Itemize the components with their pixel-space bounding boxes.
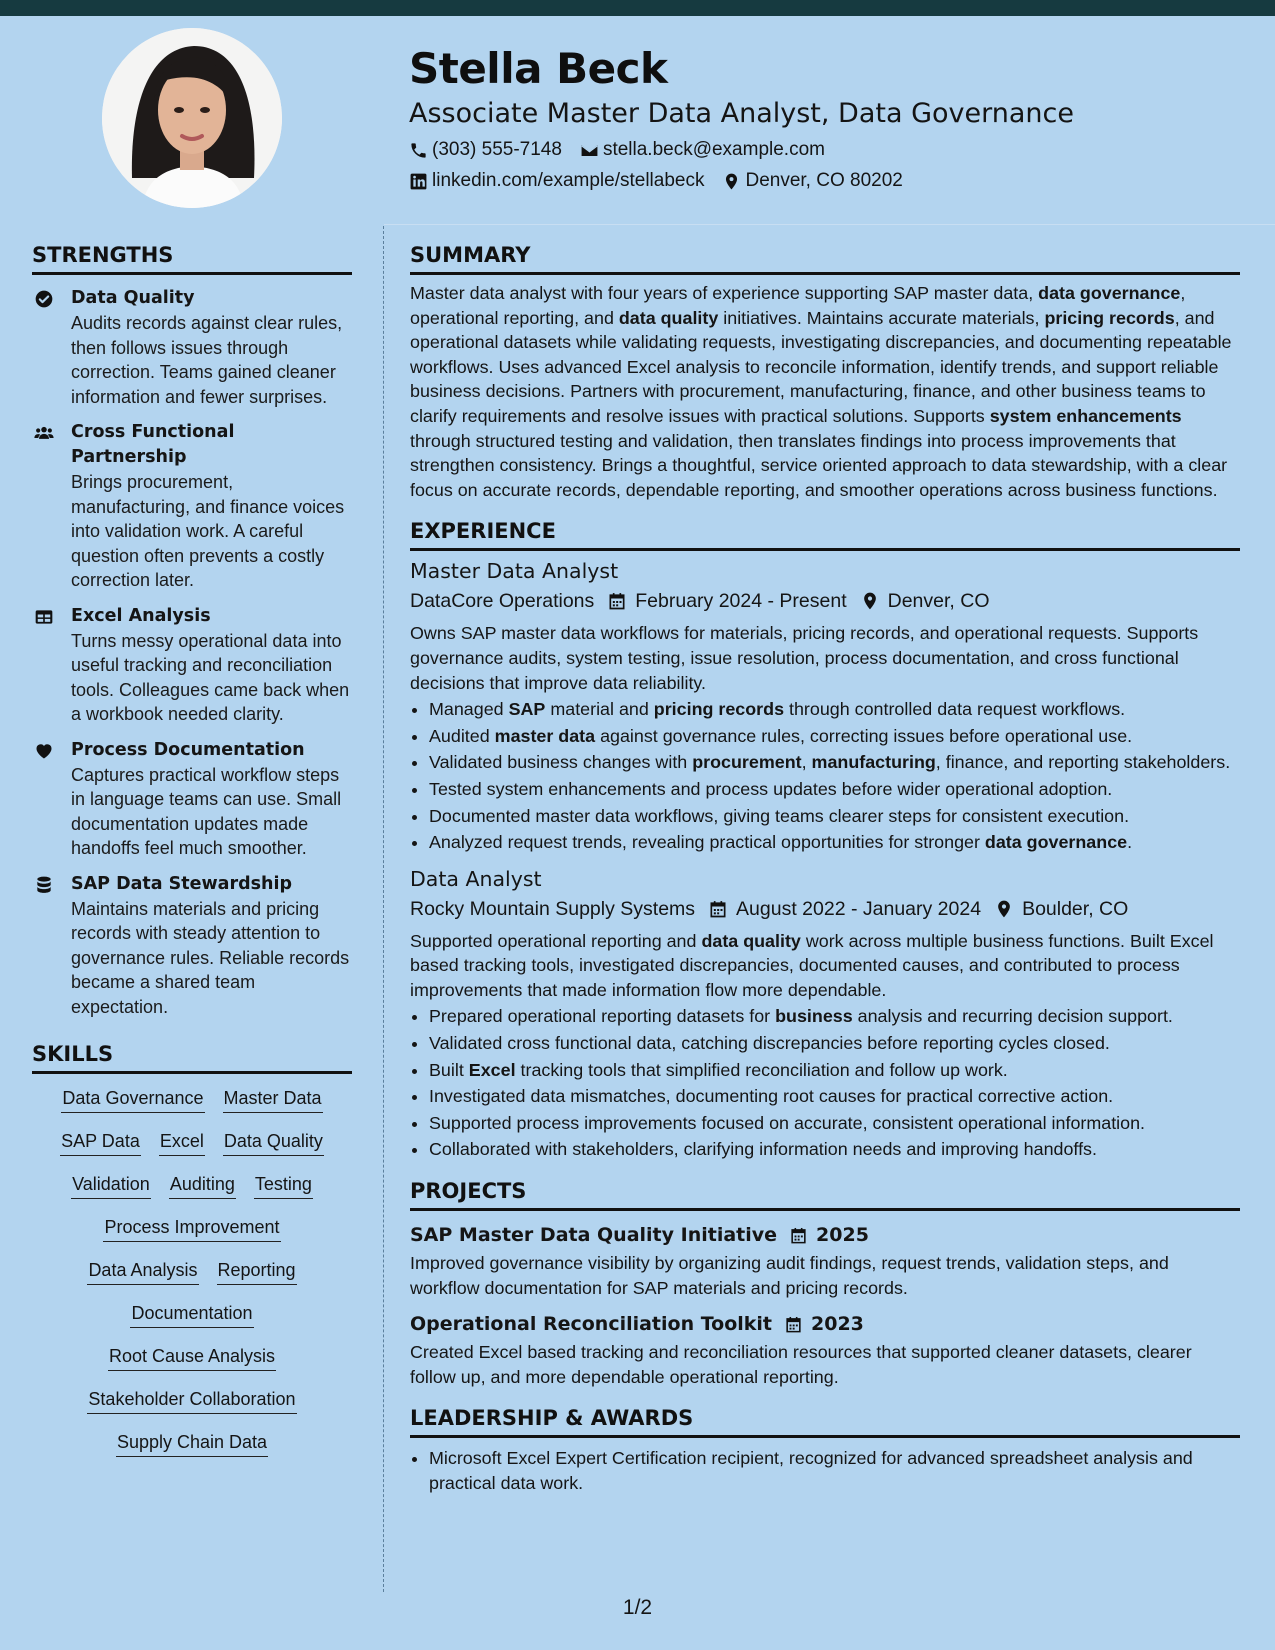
job-entry [410,865,1240,1162]
company-name: DataCore Operations [410,590,595,613]
project-description: Created Excel based tracking and reconciliation resources that supported cleaner datasets, clearer follow up, and more dependable operational reporting. [410,1342,1192,1387]
job-title: Master Data Analyst [410,559,619,584]
job-dates: August 2022 - January 2024 [736,897,982,920]
phone-text: (303) 555-7148 [432,139,562,160]
map-pin-icon [994,899,1014,919]
bullet-item: • Analyzed request trends, revealing practical opportunities for stronger data governance. [429,830,1240,855]
project-entry [410,1310,1240,1389]
right-column [410,240,1240,1498]
skill-row [32,1215,352,1242]
strength-title: Excel Analysis [71,605,211,626]
strength-title: Data Quality [71,288,195,308]
linkedin-contact[interactable] [409,168,704,194]
bullet-item: • Documented master data workflows, giving teams clearer steps for consistent execution. [429,804,1240,829]
strength-desc: Captures practical workflow steps in language teams can use. Small documentation updates made handoffs feel much smoother. [71,764,342,858]
bullet-item: • Managed SAP material and pricing records through controlled data request workflows. [429,697,1240,722]
bullet-item: • Supported process improvements focused on accurate, consistent operational information. [429,1111,1240,1136]
strength-desc: Maintains materials and pricing records with steady attention to governance rules. Reliable records became a shared team expectation. [71,898,350,1017]
map-pin-icon [722,172,741,191]
bullet-item: • Validated business changes with procurement, manufacturing, finance, and reporting stakeholders. [429,750,1240,775]
bullet-item: • Investigated data mismatches, documenting root causes for practical corrective action. [429,1084,1240,1109]
project-description: Improved governance visibility by organizing audit findings, request trends, validation steps, and workflow documentation for SAP materials and pricing records. [410,1253,1169,1298]
database-icon [34,875,54,895]
strength-item [32,420,352,593]
strength-title: SAP Data Stewardship [71,873,293,894]
skill-tag: Data Governance [61,1086,204,1113]
job-bullets [410,697,1240,855]
summary-text: Master data analyst with four years of experience supporting SAP master data, data governance, operational reporting, and data quality initiatives. Maintains accurate materials, pricing records, and operational datasets while validating requests, investigating discrepancies, and documenting repeatable workflows. Uses advanced Excel analysis to reconcile information, identify trends, and support reliable business decisions. Partners with procurement, manufacturing, finance, and other business teams to clarify requirements and resolve issues with practical solutions. Supports system enhancements through structured testing and validation, then translates findings into process improvements that strengthen consistency. Brings a thoughtful, service oriented approach to data stewardship, with a clear focus on accurate records, dependable reporting, and smoother operations across business functions. [410,283,1232,500]
project-title: SAP Master Data Quality Initiative [410,1224,778,1247]
bullet-item: • Tested system enhancements and process updates before wider operational adoption. [429,777,1240,802]
skills-list [32,1086,352,1457]
envelope-icon [580,141,599,160]
linkedin-text[interactable]: linkedin.com/example/stellabeck [432,170,705,191]
page-number: 1/2 [622,1596,653,1619]
strength-desc: Brings procurement, manufacturing, and finance voices into validation work. A careful question often prevents a costly correction later. [71,472,345,590]
skill-tag: Master Data [223,1086,323,1113]
job-location: Boulder, CO [1022,897,1129,920]
bullet-item: • Microsoft Excel Expert Certification recipient, recognized for advanced spreadsheet analysis and practical data work. [429,1446,1240,1495]
project-title-row [410,1310,1240,1338]
job-location: Denver, CO [887,590,990,613]
skill-row [32,1172,352,1199]
job-meta [410,895,1240,923]
strength-desc: Audits records against clear rules, then follows issues through correction. Teams gained cleaner information and fewer surprises. [71,313,343,407]
skill-tag: Documentation [130,1301,253,1328]
bullet-item: • Validated cross functional data, catching discrepancies before reporting cycles closed. [429,1031,1240,1056]
phone-icon [409,141,428,160]
job-description: Owns SAP master data workflows for materials, pricing records, and operational requests. Supports governance audits, system testing, issue resolution, process documentation, and cross functional decisions that improve data reliability. [410,623,1199,693]
strength-item [32,872,352,1020]
projects-heading: PROJECTS [410,1176,1240,1211]
skill-row [32,1301,352,1328]
bullet-item: • Collaborated with stakeholders, clarifying information needs and improving handoffs. [429,1137,1240,1162]
experience-heading: EXPERIENCE [410,516,1240,551]
skill-tag: SAP Data [60,1129,141,1156]
skill-tag: Validation [71,1172,151,1199]
leadership-bullets [410,1446,1240,1495]
calendar-icon [607,591,627,611]
email-text[interactable]: stella.beck@example.com [602,139,825,160]
strength-desc: Turns messy operational data into useful tracking and reconciliation tools. Colleagues came back when a workbook needed clarity. [71,630,350,724]
heart-icon [34,741,54,761]
skill-tag: Process Improvement [103,1215,280,1242]
strength-item [32,604,352,727]
project-entry [410,1221,1240,1300]
contact-row-1 [409,137,1249,163]
job-bullets [410,1004,1240,1162]
left-column [32,240,352,1473]
skill-row [32,1258,352,1285]
skill-tag: Stakeholder Collaboration [87,1387,296,1414]
candidate-title: Associate Master Data Analyst, Data Governance [409,98,1074,129]
job-meta [410,587,1240,615]
leadership-heading: LEADERSHIP & AWARDS [410,1403,1240,1438]
linkedin-icon [409,172,428,191]
strengths-heading: STRENGTHS [32,240,352,275]
skill-tag: Auditing [169,1172,236,1199]
skill-tag: Testing [254,1172,313,1199]
top-accent-bar [0,0,1275,16]
calendar-icon [708,899,728,919]
project-title: Operational Reconciliation Toolkit [410,1313,773,1336]
skills-heading: SKILLS [32,1039,352,1074]
bullet-item: • Audited master data against governance rules, correcting issues before operational use. [429,724,1240,749]
strength-title: Process Documentation [71,739,305,760]
contact-row-2 [409,168,1249,194]
job-entry [410,557,1240,854]
skill-tag: Root Cause Analysis [108,1344,276,1371]
column-divider [383,226,384,1592]
bullet-item: • Built Excel tracking tools that simplified reconciliation and follow up work. [429,1058,1240,1083]
skill-tag: Data Analysis [87,1258,198,1285]
company-name: Rocky Mountain Supply Systems [410,897,696,920]
skill-row [32,1129,352,1156]
header-divider [384,224,1275,225]
skill-row [32,1430,352,1457]
profile-photo [102,28,282,208]
calendar-icon [789,1226,808,1245]
skill-row [32,1344,352,1371]
skill-row [32,1086,352,1113]
skill-tag: Data Quality [223,1129,324,1156]
candidate-name: Stella Beck [409,44,668,93]
skill-row [32,1387,352,1414]
calendar-icon [784,1315,803,1334]
users-icon [34,423,54,443]
project-title-row [410,1221,1240,1249]
job-description: Supported operational reporting and data quality work across multiple business functions. Built Excel based tracking tools, investigated discrepancies, documented causes, and contributed to process improvements that made information flow more dependable. [410,930,1214,1000]
location-contact [722,168,902,194]
map-pin-icon [860,591,880,611]
job-dates: February 2024 - Present [635,590,847,613]
email-contact[interactable] [580,137,825,163]
project-year: 2023 [811,1313,864,1336]
job-title: Data Analyst [410,866,542,891]
skill-tag: Supply Chain Data [116,1430,268,1457]
phone-contact [409,137,562,163]
table-icon [34,607,54,627]
check-circle-icon [34,289,54,309]
strength-item [32,738,352,861]
location-text: Denver, CO 80202 [745,170,903,191]
skill-tag: Excel [159,1129,205,1156]
portrait-image [102,28,282,208]
strength-item [32,286,352,409]
resume-header [409,40,1249,194]
project-year: 2025 [816,1224,869,1247]
strength-title: Cross Functional Partnership [71,422,235,467]
summary-heading: SUMMARY [410,240,1240,275]
skill-tag: Reporting [217,1258,297,1285]
bullet-item: • Prepared operational reporting datasets for business analysis and recurring decision support. [429,1004,1240,1029]
